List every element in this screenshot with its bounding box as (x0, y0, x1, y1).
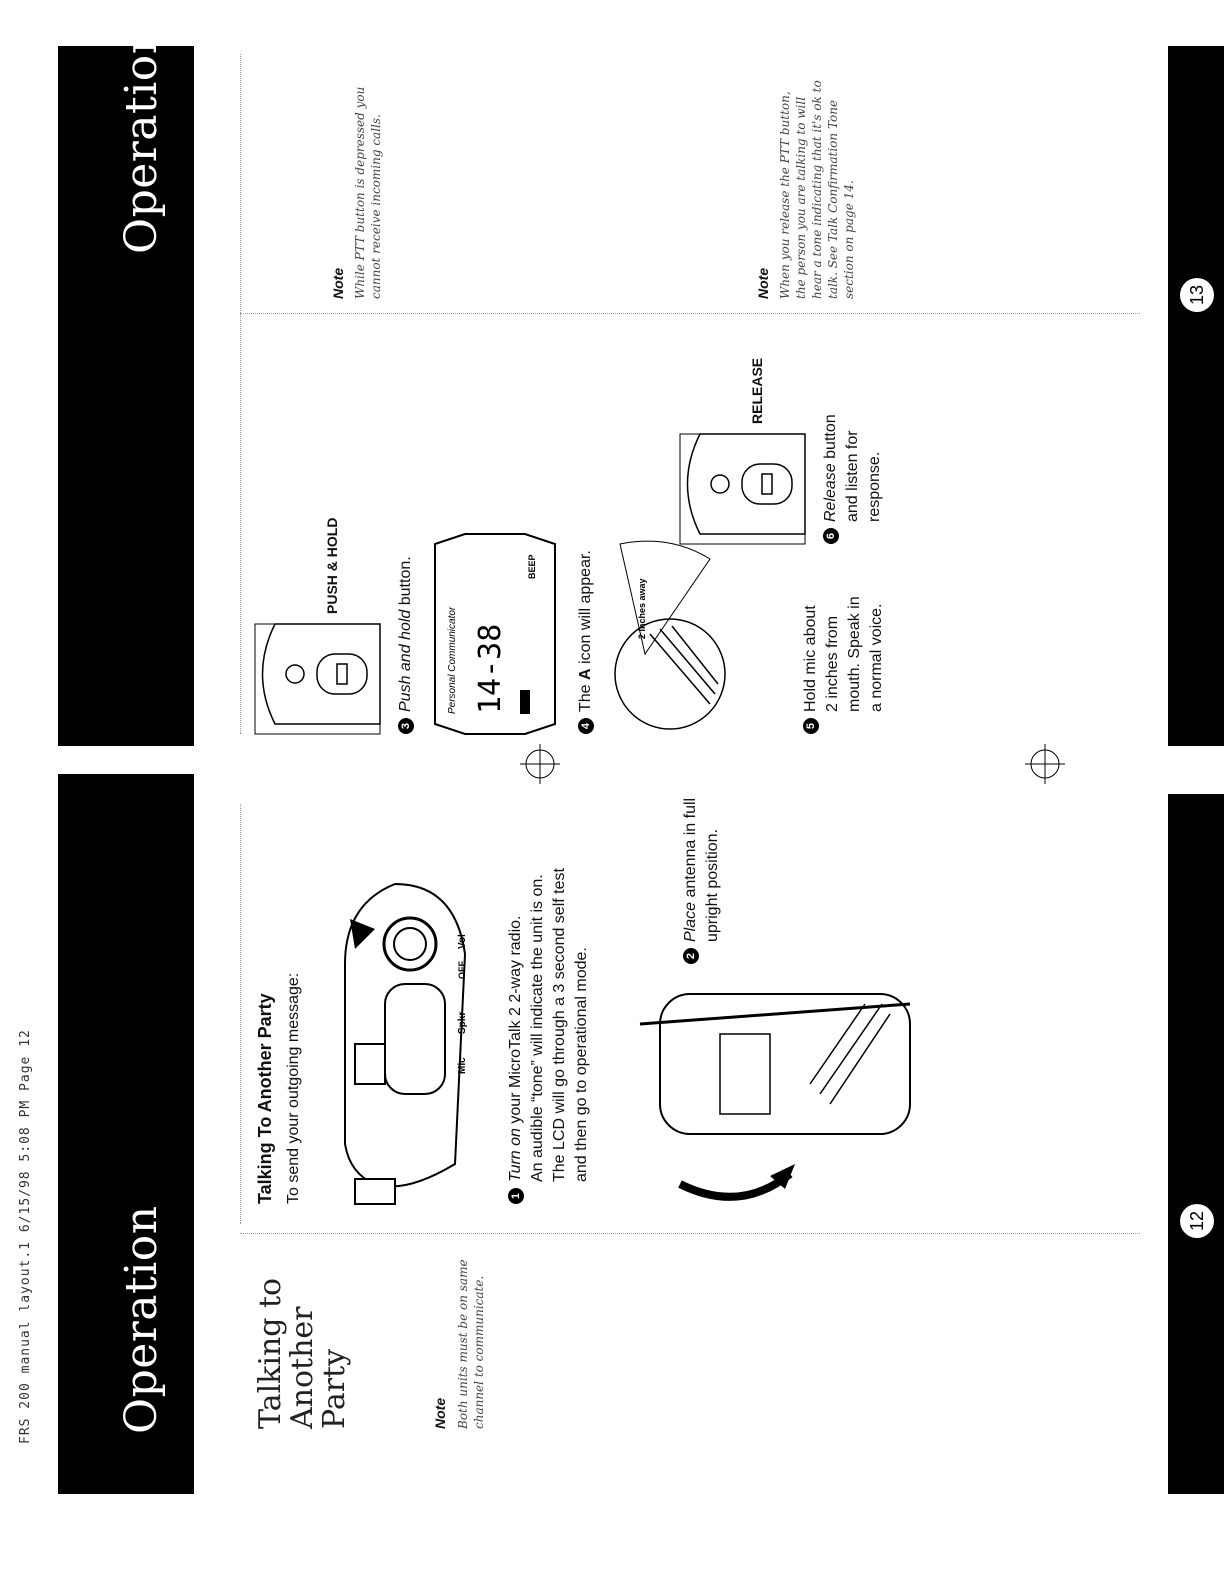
step-3-text: button. (397, 556, 414, 610)
right-note-1-text: While PTT button is depressed you cannot receive incoming calls. (353, 86, 383, 299)
step-2-number: 2 (683, 948, 699, 964)
step-3 (395, 556, 417, 734)
step-4 (575, 550, 597, 734)
page-number-12: 12 (1180, 1204, 1214, 1238)
right-note-2-text: When you release the PTT button, the person you are talking to will hear a tone indicating that it's ok to talk. See Talk Confirmation Tone section on page 14. (778, 80, 856, 299)
step-1-line3: The LCD will go through a 3 second self test (551, 868, 568, 1182)
left-bar-title: Operation (116, 1205, 167, 1434)
transmit-icon: A (577, 668, 594, 680)
mic-label: Mic (457, 1057, 468, 1074)
page-number-13: 13 (1180, 278, 1214, 312)
section-rule (240, 804, 241, 1224)
spkr-label: Spkr (457, 1011, 468, 1034)
right-bar-title: Operation (116, 25, 167, 254)
step-4-number: 4 (578, 718, 594, 734)
ptt-button-illustration (255, 614, 385, 734)
right-section-rule (240, 54, 241, 734)
step-6-line3: response. (866, 451, 883, 522)
step-2 (680, 764, 724, 964)
left-note-text: Both units must be on same channel to communicate. (456, 1259, 486, 1429)
registration-mark-left (520, 744, 560, 784)
section-subheading: To send your outgoing message: (285, 972, 302, 1204)
lcd-beep: BEEP (527, 554, 537, 579)
step-4-prefix: The (577, 679, 594, 712)
column-divider (240, 1233, 1140, 1234)
lcd-brand: Personal Communicator (447, 606, 458, 714)
off-label: OFF (457, 961, 467, 979)
step-6 (820, 344, 886, 544)
step-2-text: antenna in full (682, 797, 699, 902)
step-1-number: 1 (508, 1188, 524, 1204)
registration-mark-right (1025, 744, 1065, 784)
radio-front-illustration (620, 944, 920, 1204)
left-footer-bar (1168, 794, 1224, 1494)
step-5-line3: mouth. Speak in (846, 596, 863, 712)
step-6-text: button (822, 414, 839, 464)
lcd-time: 14-38 (473, 623, 508, 714)
lcd-illustration (425, 534, 560, 734)
step-4-text: icon will appear. (577, 550, 594, 669)
right-note-2-label: Note (755, 267, 771, 299)
step-3-number: 3 (398, 718, 414, 734)
step-5-line4: a normal voice. (868, 603, 885, 712)
step-1-line2: An audible “tone” will indicate the unit is on. (529, 874, 546, 1182)
battery-icon (520, 690, 530, 714)
release-callout: RELEASE (749, 357, 765, 424)
right-footer-bar (1168, 46, 1224, 746)
mic-distance-illustration (600, 534, 740, 734)
print-header: FRS 200 manual layout.1 6/15/98 5:08 PM Page 12 (18, 1029, 33, 1444)
right-column-divider (240, 313, 1140, 314)
step-1-line4: and then go to operational mode. (573, 947, 590, 1182)
step-5 (800, 574, 888, 734)
step-6-line2: and listen for (844, 430, 861, 522)
step-1 (505, 784, 593, 1204)
step-1-text: your MicroTalk 2 2-way radio. (507, 915, 524, 1129)
push-hold-callout: PUSH & HOLD (324, 517, 340, 614)
left-note-label: Note (432, 1397, 448, 1429)
vol-label: Vol (457, 934, 468, 949)
section-heading: Talking To Another Party (255, 993, 275, 1204)
release-button-illustration (680, 424, 810, 544)
step-5-line2: 2 inches from (824, 615, 841, 712)
mic-distance-callout: 2 inches away (637, 578, 647, 639)
step-2-line2: upright position. (704, 829, 721, 942)
step-2-verb: Place (682, 901, 699, 942)
side-title: Talking to Another Party (253, 1277, 352, 1429)
step-6-verb: Release (822, 463, 839, 522)
right-note-1-label: Note (330, 267, 346, 299)
step-5-number: 5 (803, 718, 819, 734)
radio-top-illustration (315, 874, 495, 1204)
step-5-line1: Hold mic about (802, 605, 819, 712)
step-6-number: 6 (823, 528, 839, 544)
step-1-verb: Turn on (507, 1128, 524, 1182)
step-3-verb: Push and hold (397, 609, 414, 712)
